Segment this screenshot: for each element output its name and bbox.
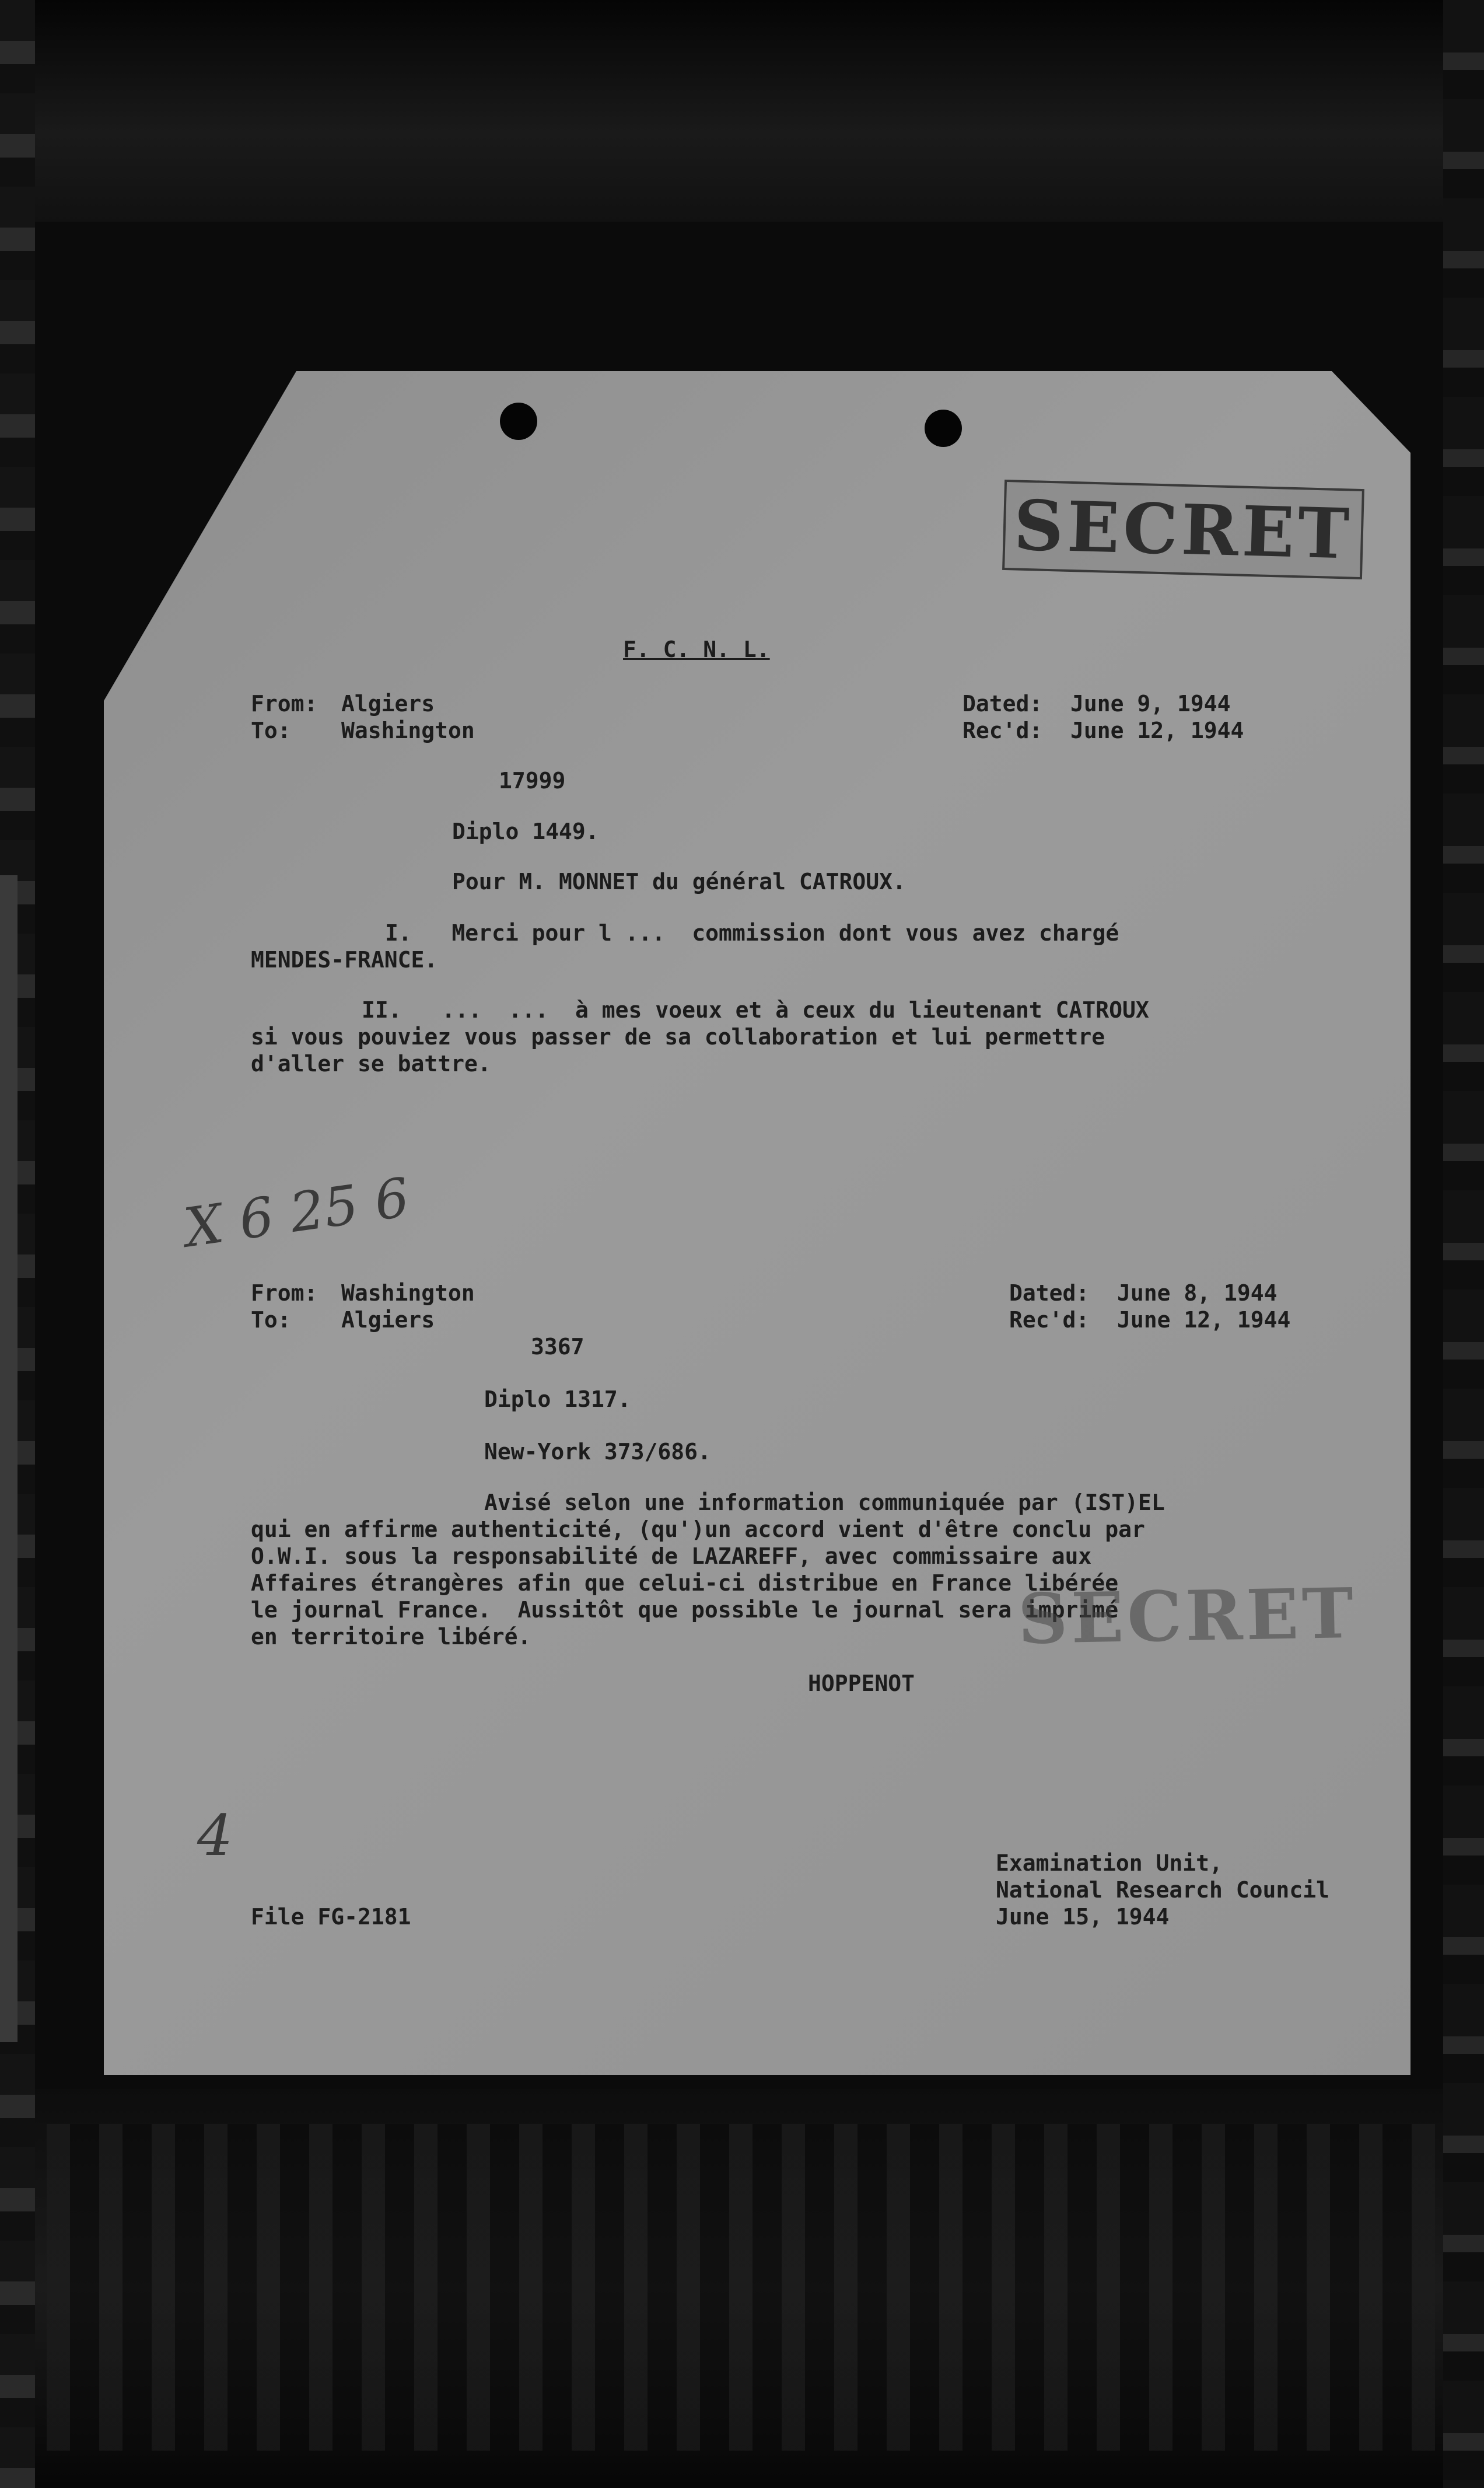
msg1-diplo: Diplo 1449.	[452, 819, 599, 844]
msg2-body-line3: O.W.I. sous la responsabilité de LAZAREFF, avec commissaire aux	[251, 1543, 1092, 1569]
msg2-from: Washington	[341, 1280, 475, 1306]
msg1-para1-line1: I. Merci pour l ... commission dont vous avez chargé	[385, 920, 1119, 946]
msg2-number: 3367	[531, 1334, 584, 1360]
msg2-from-label: From:	[251, 1280, 318, 1306]
film-top-band	[0, 0, 1484, 222]
msg1-recd: June 12, 1944	[1070, 718, 1244, 743]
examination-unit-date: June 15, 1944	[996, 1904, 1170, 1930]
msg2-diplo: Diplo 1317.	[484, 1386, 631, 1412]
punch-hole-icon	[500, 403, 537, 440]
punch-hole-icon	[925, 410, 962, 447]
msg1-para2-line1: II. ... ... à mes voeux et à ceux du lieutenant CATROUX	[362, 997, 1149, 1023]
msg2-signature: HOPPENOT	[808, 1671, 915, 1696]
msg2-dated-label: Dated:	[1009, 1280, 1090, 1306]
msg2-body-line1: Avisé selon une information communiquée par (IST)EL	[484, 1490, 1165, 1515]
msg2-recd-label: Rec'd:	[1009, 1307, 1090, 1333]
file-reference: File FG-2181	[251, 1904, 411, 1930]
film-edge-right	[1443, 0, 1484, 2488]
examination-unit-line1: Examination Unit,	[996, 1850, 1223, 1876]
handwritten-mark: 4	[197, 1803, 233, 1868]
film-sprocket-strip	[47, 2124, 1435, 2451]
msg1-para2-line3: d'aller se battre.	[251, 1051, 491, 1077]
msg2-to-label: To:	[251, 1307, 291, 1333]
msg2-dated: June 8, 1944	[1117, 1280, 1278, 1306]
handwritten-file-note: X 6 25 6	[180, 1166, 413, 1260]
msg1-para2-line2: si vous pouviez vous passer de sa collaboration et lui permettre	[251, 1024, 1105, 1050]
msg1-to-label: To:	[251, 718, 291, 743]
film-frame-bar	[0, 875, 18, 2042]
document-title: F. C. N. L.	[623, 637, 770, 662]
msg1-dated: June 9, 1944	[1070, 691, 1231, 717]
msg2-body-line2: qui en affirme authenticité, (qu')un accord vient d'être conclu par	[251, 1516, 1145, 1542]
msg1-address: Pour M. MONNET du général CATROUX.	[452, 869, 906, 894]
msg1-recd-label: Rec'd:	[963, 718, 1043, 743]
msg2-recd: June 12, 1944	[1117, 1307, 1291, 1333]
msg2-body-line6: en territoire libéré.	[251, 1624, 531, 1650]
examination-unit-line2: National Research Council	[996, 1877, 1329, 1903]
msg2-body-line5: le journal France. Aussitôt que possible le journal sera imprimé	[251, 1597, 1119, 1623]
msg1-para1-line2: MENDES-FRANCE.	[251, 947, 438, 973]
msg1-from-label: From:	[251, 691, 318, 717]
msg2-reference: New-York 373/686.	[484, 1439, 711, 1465]
msg1-to: Washington	[341, 718, 475, 743]
secret-stamp-faded: SECRET	[1017, 1572, 1358, 1660]
msg1-from: Algiers	[341, 691, 435, 717]
msg1-dated-label: Dated:	[963, 691, 1043, 717]
msg2-to: Algiers	[341, 1307, 435, 1333]
msg1-number: 17999	[499, 768, 566, 794]
secret-stamp: SECRET	[1002, 480, 1364, 579]
msg2-body-line4: Affaires étrangères afin que celui-ci distribue en France libérée	[251, 1570, 1119, 1596]
